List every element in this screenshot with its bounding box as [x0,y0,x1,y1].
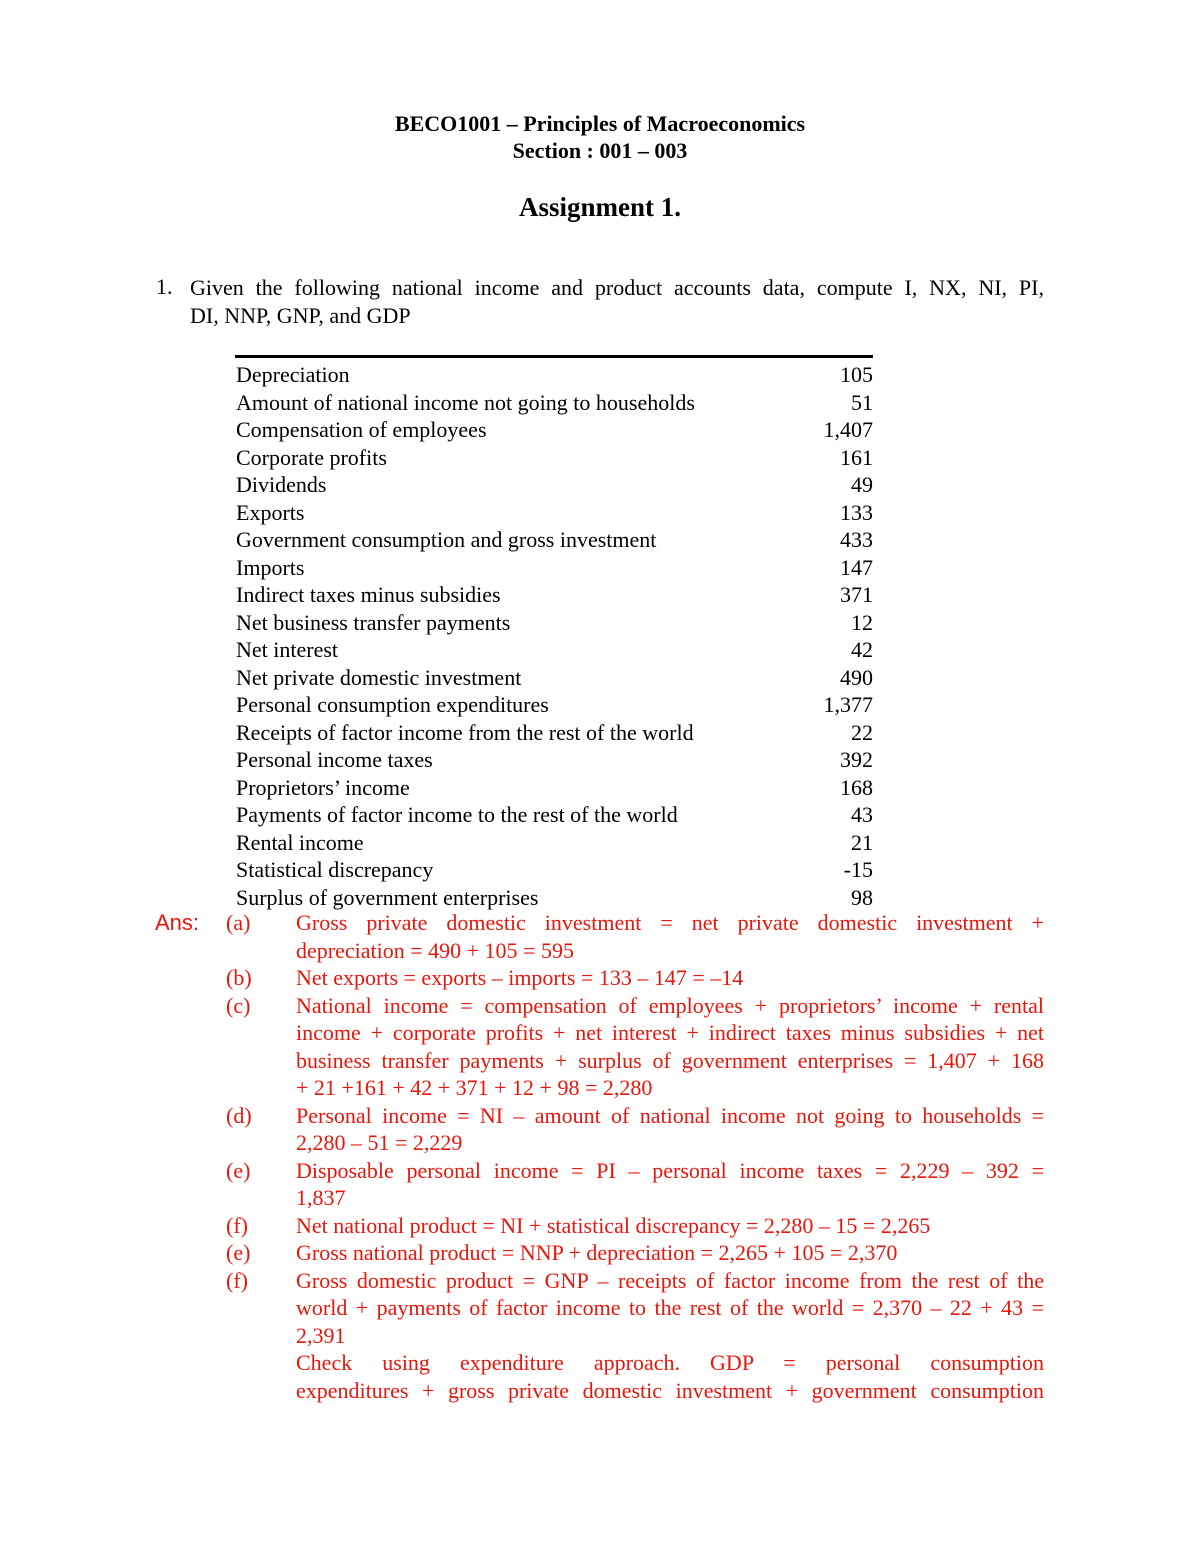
row-value: 371 [840,582,873,607]
check-line: Check using expenditure approach. GDP = personal consumption [296,1350,1044,1375]
row-value: 51 [851,389,873,415]
row-value: 133 [840,499,873,525]
accounts-data-table [236,361,873,911]
row-label: Compensation of employees [236,417,487,442]
answer-item-label: (e) [226,1240,251,1265]
section-line: Section : 001 – 003 [512,138,688,163]
table-row [236,774,873,802]
row-label: Net interest [236,637,339,662]
course-title: BECO1001 – Principles of Macroeconomics [394,111,806,136]
assignment-title: Assignment 1. [518,192,681,222]
answer-item-label: (f) [226,1212,248,1238]
row-value: 12 [851,609,873,635]
row-label: Depreciation [236,362,350,387]
row-value: 42 [851,637,873,662]
row-label: Exports [236,499,305,525]
answer-item-label: (e) [226,1157,251,1183]
table-row [236,719,873,747]
row-value: 49 [851,472,873,497]
answer-item-text [296,909,1044,964]
answer-line: 1,837 [296,1185,346,1210]
row-label: Surplus of government enterprises [236,884,539,910]
check-line: expenditures + gross private domestic investment + government consumption [296,1377,1044,1403]
row-label: Corporate profits [236,444,387,470]
answer-item-text [296,964,1044,992]
answer-line: + 21 +161 + 42 + 371 + 12 + 98 = 2,280 [296,1075,653,1100]
answer-line: Gross domestic product = GNP – receipts of factor income from the rest of the [296,1267,1044,1293]
table-row [236,581,873,609]
row-label: Payments of factor income to the rest of the world [236,802,678,827]
row-label: Statistical discrepancy [236,857,434,882]
answer-line: Gross private domestic investment = net private domestic investment + [296,910,1044,935]
table-top-rule [235,355,873,358]
table-row [236,856,873,884]
table-row [236,691,873,719]
row-label: Receipts of factor income from the rest of the world [236,719,694,745]
table-row [236,471,873,499]
row-value: 147 [840,554,873,580]
answer-item-label: (d) [226,1102,252,1128]
answer-line: business transfer payments + surplus of government enterprises = 1,407 + 168 [296,1047,1044,1073]
check-note-text [226,1349,1044,1404]
answer-list [226,909,1044,1404]
table-row [236,636,873,664]
answer-line: 2,391 [296,1322,346,1348]
row-label: Amount of national income not going to households [236,389,695,415]
answer-line: Disposable personal income = PI – personal income taxes = 2,229 – 392 = [296,1157,1044,1183]
question-line: Given the following national income and product accounts data, compute I, NX, NI, PI, [190,275,1044,300]
row-label: Proprietors’ income [236,774,410,800]
table-row [236,499,873,527]
answer-line: income + corporate profits + net interest + indirect taxes minus subsidies + net [296,1020,1044,1045]
answer-item [226,964,1044,992]
row-value: 392 [840,747,873,772]
row-value: 22 [851,719,873,745]
answer-line: Net exports = exports – imports = 133 – 147 = –14 [296,965,744,990]
answer-item-text [296,1157,1044,1212]
table-row [236,664,873,692]
answer-item-text [296,1102,1044,1157]
answer-label: Ans: [155,910,200,935]
row-value: 161 [840,444,873,470]
answer-line: Net national product = NI + statistical discrepancy = 2,280 – 15 = 2,265 [296,1212,931,1238]
table-row [236,829,873,857]
row-value: 168 [840,774,873,800]
row-value: -15 [843,857,873,882]
table-row [236,444,873,472]
answer-item [226,1157,1044,1212]
table-row [236,609,873,637]
row-value: 1,377 [823,692,873,717]
answer-item [226,909,1044,964]
answer-item-label: (c) [226,992,251,1018]
answer-item-text [296,992,1044,1102]
answer-line: depreciation = 490 + 105 = 595 [296,937,574,963]
question-text [190,274,1044,330]
table-row [236,884,873,912]
row-value: 1,407 [823,417,873,442]
row-label: Net business transfer payments [236,609,511,635]
table-row [236,361,873,389]
answer-item [226,1102,1044,1157]
row-label: Dividends [236,472,327,497]
row-value: 105 [840,362,873,387]
answer-line: Personal income = NI – amount of national income not going to households = [296,1102,1044,1128]
answer-item-text [296,1267,1044,1350]
answer-item [226,992,1044,1102]
row-label: Rental income [236,829,364,855]
row-value: 490 [840,664,873,690]
answer-item [226,1267,1044,1350]
table-row [236,416,873,444]
row-value: 21 [851,829,873,855]
table-row [236,389,873,417]
answer-item-label: (a) [226,910,251,935]
answer-line: 2,280 – 51 = 2,229 [296,1130,463,1155]
answer-item [226,1212,1044,1240]
row-value: 433 [840,527,873,552]
check-note [226,1349,1044,1404]
question-line: DI, NNP, GNP, and GDP [190,303,411,328]
table-row [236,526,873,554]
row-label: Net private domestic investment [236,664,522,690]
table-row [236,554,873,582]
answer-item-label: (b) [226,965,252,990]
answer-item-text [296,1212,1044,1240]
table-row [236,746,873,774]
row-label: Personal income taxes [236,747,433,772]
row-label: Imports [236,554,305,580]
question-number: 1. [156,274,173,299]
row-label: Indirect taxes minus subsidies [236,582,501,607]
row-label: Government consumption and gross investment [236,527,657,552]
answer-item-text [296,1239,1044,1267]
row-value: 43 [851,802,873,827]
answer-line: Gross national product = NNP + depreciation = 2,265 + 105 = 2,370 [296,1240,898,1265]
table-row [236,801,873,829]
answer-line: world + payments of factor income to the rest of the world = 2,370 – 22 + 43 = [296,1295,1044,1320]
answer-item-label: (f) [226,1267,248,1293]
answer-line: National income = compensation of employees + proprietors’ income + rental [296,992,1044,1018]
row-value: 98 [851,884,873,910]
answer-item [226,1239,1044,1267]
row-label: Personal consumption expenditures [236,692,549,717]
